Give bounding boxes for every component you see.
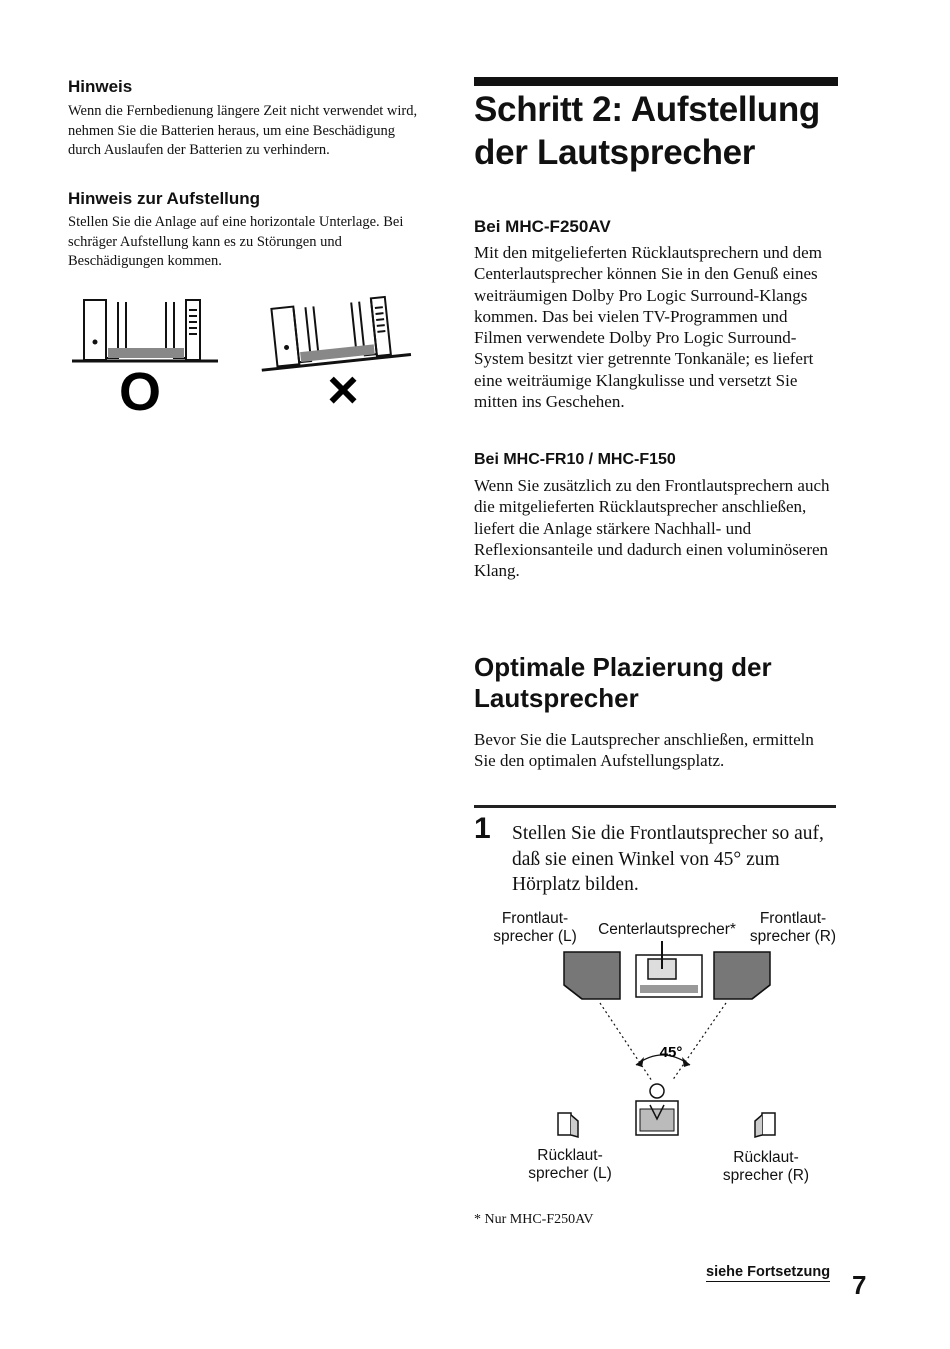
front-right-speaker-icon: [714, 952, 770, 999]
step-instruction: Stellen Sie die Frontlautsprecher so auf, daß sie einen Winkel von 45° zum Hörplatz bilden.: [512, 823, 824, 895]
wrong-symbol: ×: [327, 360, 359, 420]
hinweis-heading: Hinweis: [68, 77, 133, 96]
correct-symbol: O: [118, 362, 162, 422]
flat-unit-drawing: [72, 300, 218, 361]
aufstellung-paragraph: Stellen Sie die Anlage auf eine horizontale Unterlage. Bei schräger Aufstellung kann es zu Störungen und Beschädigungen kommen.: [68, 214, 404, 269]
center-label: Centerlautsprecher*: [598, 921, 736, 938]
continue-link[interactable]: siehe Fortsetzung: [706, 1264, 831, 1280]
speaker-placement-diagram: [474, 905, 854, 1195]
front-right-label: Frontlaut- sprecher (R): [749, 910, 837, 945]
center-speaker-icon: [636, 941, 702, 997]
tilted-unit-drawing: [256, 295, 411, 370]
placement-illustration: [68, 280, 418, 430]
section-top-rule: [474, 77, 838, 86]
placement-drawing: [68, 280, 418, 430]
f250-heading: Bei MHC-F250AV: [474, 217, 611, 236]
rear-right-label: Rücklaut- sprecher (R): [722, 1149, 810, 1184]
hinweis-paragraph: Wenn die Fernbedienung längere Zeit nicht verwendet wird, nehmen Sie die Batterien heraus, um eine Beschädigung durch Auslaufen der Batterien zu verhindern.: [68, 103, 418, 158]
fr10-paragraph: Wenn Sie zusätzlich zu den Frontlautsprechern auch die mitgelieferten Rücklautsprecher anschließen, liefert die Anlage stärkere Nachhall- und Reflexionsanteile und dadurch einen voluminöseren Klang.: [474, 476, 830, 581]
rear-right-speaker-icon: [755, 1113, 775, 1137]
optimal-heading: Optimale Plazierung der Lautsprecher: [474, 652, 772, 713]
rear-left-label: Rücklaut- sprecher (L): [528, 1147, 612, 1182]
fr10-heading: Bei MHC-FR10 / MHC-F150: [474, 451, 676, 468]
front-left-speaker-icon: [564, 952, 620, 999]
rear-left-speaker-icon: [558, 1113, 578, 1137]
page-title: Schritt 2: Aufstellung der Lautsprecher: [474, 90, 820, 172]
listener-icon: [636, 1084, 678, 1135]
page-number: 7: [852, 1270, 867, 1300]
optimal-paragraph: Bevor Sie die Lautsprecher anschließen, ermitteln Sie den optimalen Aufstellungsplatz.: [474, 730, 814, 771]
aufstellung-heading: Hinweis zur Aufstellung: [68, 189, 261, 208]
f250-paragraph: Mit den mitgelieferten Rücklautsprechern und dem Centerlautsprecher können Sie in den Genuß eines weiträumigen Dolby Pro Logic Surround-Klangs kommen. Das bei vielen TV-Programmen und Filmen verwendete Dolby Pro Logic Surround-System besitzt vier getrennte Tonkanäle; es liefert eine weiträumige Klangkulisse und versetzt Sie mitten ins Geschehen.: [474, 243, 822, 412]
front-left-label: Frontlaut- sprecher (L): [493, 910, 577, 945]
right-sightline: [672, 1003, 726, 1081]
left-sightline: [600, 1003, 652, 1081]
angle-label: 45°: [659, 1044, 683, 1061]
footnote: * Nur MHC-F250AV: [474, 1212, 594, 1227]
step-rule: [474, 805, 836, 808]
step-number: 1: [474, 812, 491, 845]
